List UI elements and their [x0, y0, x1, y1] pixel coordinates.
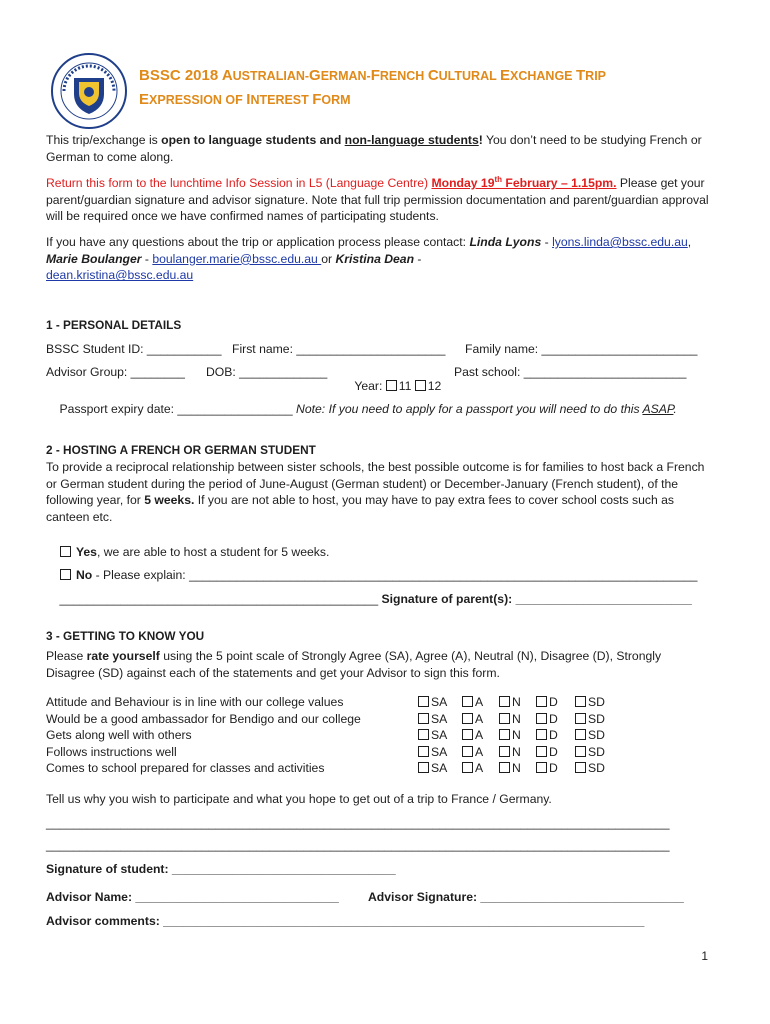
advisor-signature-field[interactable]: Advisor Signature: ______________________________ [368, 890, 684, 904]
student-id-field[interactable]: BSSC Student ID: ___________ [46, 342, 222, 356]
checkbox-icon[interactable] [462, 746, 473, 757]
rating-option-label: SD [588, 695, 605, 709]
checkbox-icon[interactable] [536, 762, 547, 773]
checkbox-icon[interactable] [418, 746, 429, 757]
rating-option-label: A [475, 761, 484, 775]
rating-option-n[interactable] [499, 695, 521, 709]
checkbox-icon[interactable] [536, 696, 547, 707]
rating-option-n[interactable] [499, 728, 521, 742]
checkbox-icon[interactable] [462, 762, 473, 773]
checkbox-icon[interactable] [536, 713, 547, 724]
rating-option-label: A [475, 711, 484, 726]
student-signature-field[interactable]: Signature of student: _________________________________ [46, 862, 396, 876]
rating-option-label: N [512, 711, 521, 726]
rating-option-label: SD [588, 711, 605, 726]
rating-option-label: A [475, 695, 484, 709]
rating-option-label: SD [588, 761, 605, 775]
rating-option-label: SA [431, 695, 448, 709]
checkbox-icon[interactable] [418, 762, 429, 773]
checkbox-icon[interactable] [499, 746, 510, 757]
rating-option-d[interactable] [536, 695, 558, 709]
rating-option-d[interactable] [536, 712, 558, 726]
tell-us-prompt: Tell us why you wish to participate and what you hope to get out of a trip to France / Germany. [46, 792, 552, 806]
rating-option-label: SA [431, 744, 448, 759]
rating-option-label: SD [588, 728, 605, 742]
rating-option-sa[interactable] [418, 712, 447, 726]
rating-statement: Comes to school prepared for classes and activities [46, 761, 325, 775]
rating-option-a[interactable] [462, 745, 483, 759]
rating-option-n[interactable] [499, 745, 521, 759]
rating-option-label: SA [431, 761, 448, 775]
rating-option-sa[interactable] [418, 761, 447, 775]
checkbox-icon[interactable] [499, 762, 510, 773]
rating-option-label: A [475, 728, 484, 742]
rating-option-label: D [549, 728, 558, 742]
rating-option-label: D [549, 761, 558, 775]
rating-statement: Attitude and Behaviour is in line with our college values [46, 695, 344, 709]
checkbox-icon[interactable] [499, 729, 510, 740]
rating-option-sd[interactable] [575, 695, 605, 709]
rating-statement: Would be a good ambassador for Bendigo and our college [46, 711, 361, 726]
checkbox-icon[interactable] [575, 729, 586, 740]
response-line-1[interactable]: ____________________________________________________________________________________________ [46, 816, 670, 830]
rating-option-a[interactable] [462, 695, 483, 709]
checkbox-icon[interactable] [418, 713, 429, 724]
email-link-boulanger[interactable]: boulanger.marie@bssc.edu.au [152, 251, 322, 266]
host-no-option[interactable]: No - Please explain: ___________________________________________________________________________ [46, 554, 697, 596]
dob-field[interactable]: DOB: _____________ [206, 365, 328, 379]
advisor-group-field[interactable]: Advisor Group: ________ [46, 365, 185, 379]
contact-paragraph: If you have any questions about the trip or application process please contact: Linda Lyons - lyons.linda@bssc.edu.au, Marie Boulanger - boulanger.marie@bssc.edu.au or Kristina Dean - dean.kristina@bssc.edu.au [46, 235, 692, 283]
checkbox-icon[interactable] [575, 746, 586, 757]
passport-expiry-field[interactable]: Passport expiry date: _________________ [59, 402, 293, 416]
rating-option-sd[interactable] [575, 712, 605, 726]
checkbox-icon[interactable] [462, 696, 473, 707]
family-name-field[interactable]: Family name: _______________________ [465, 342, 698, 356]
advisor-name-field[interactable]: Advisor Name: ______________________________ [46, 890, 339, 904]
rating-option-n[interactable] [499, 712, 521, 726]
rating-option-label: D [549, 744, 558, 759]
year-field: Year: 11 12 [354, 379, 442, 393]
rating-option-sd[interactable] [575, 728, 605, 742]
checkbox-icon[interactable] [418, 696, 429, 707]
school-crest-icon [50, 52, 128, 130]
rating-option-label: SA [431, 711, 448, 726]
checkbox-icon[interactable] [418, 729, 429, 740]
form-title: BSSC 2018 AUSTRALIAN-GERMAN-FRENCH CULTURAL EXCHANGE TRIP EXPRESSION OF INTEREST FORM [139, 67, 607, 108]
rating-option-sa[interactable] [418, 745, 447, 759]
rating-option-sa[interactable] [418, 695, 447, 709]
rating-option-sd[interactable] [575, 761, 605, 775]
parent-signature-row[interactable]: _______________________________________________ Signature of parent(s): __________________________ [59, 592, 692, 606]
rating-option-label: N [512, 744, 521, 759]
rating-option-sa[interactable] [418, 728, 447, 742]
checkbox-icon[interactable] [536, 729, 547, 740]
past-school-field[interactable]: Past school: ________________________ [454, 365, 687, 379]
rating-option-label: N [512, 728, 521, 742]
rating-option-a[interactable] [462, 761, 483, 775]
checkbox-icon[interactable] [575, 713, 586, 724]
rating-option-label: D [549, 695, 558, 709]
first-name-field[interactable]: First name: ______________________ [232, 342, 446, 356]
rating-option-label: N [512, 761, 521, 775]
checkbox-icon[interactable] [499, 713, 510, 724]
rating-option-d[interactable] [536, 761, 558, 775]
section-heading-personal: 1 - PERSONAL DETAILS [46, 318, 182, 332]
email-link-lyons[interactable]: lyons.linda@bssc.edu.au [552, 235, 688, 249]
section-heading-getting-to-know: 3 - GETTING TO KNOW YOU [46, 629, 205, 643]
advisor-comments-field[interactable]: Advisor comments: _______________________________________________________________________ [46, 914, 645, 928]
rating-option-a[interactable] [462, 728, 483, 742]
intro-paragraph: This trip/exchange is open to language students and non-language students! You don’t need to be studying French or German to come along. [46, 133, 702, 164]
rating-option-label: SD [588, 744, 605, 759]
host-yes-option[interactable]: Yes, we are able to host a student for 5 weeks. [46, 531, 329, 573]
rating-instructions: Please rate yourself using the 5 point scale of Strongly Agree (SA), Agree (A), Neutral (N), Disagree (D), Strongly Disagree (SD) against each of the statements and get your Advisor to sign this form. [46, 649, 662, 680]
email-link-dean[interactable]: dean.kristina@bssc.edu.au [46, 268, 194, 283]
checkbox-icon[interactable] [462, 729, 473, 740]
response-line-2[interactable]: ____________________________________________________________________________________________ [46, 838, 670, 852]
rating-option-sd[interactable] [575, 745, 605, 759]
page-number: 1 [701, 949, 708, 963]
return-instructions: Return this form to the lunchtime Info Session in L5 (Language Centre) Monday 19th February – 1.15pm. Please get your parent/guardian signature and advisor signature. Note that full trip permission documentation and parent/guardian approval will be required once we have confirmed names of participating students. [46, 175, 709, 224]
checkbox-icon[interactable] [462, 713, 473, 724]
checkbox-icon[interactable] [575, 696, 586, 707]
section-heading-hosting: 2 - HOSTING A FRENCH OR GERMAN STUDENT [46, 443, 316, 457]
rating-option-n[interactable] [499, 761, 521, 775]
rating-option-label: A [475, 744, 484, 759]
rating-option-d[interactable] [536, 745, 558, 759]
checkbox-icon[interactable] [499, 696, 510, 707]
passport-row: Passport expiry date: _________________ Note: If you need to apply for a passport you will need to do this ASAP. [59, 402, 677, 416]
checkbox-icon[interactable] [575, 762, 586, 773]
rating-statement: Follows instructions well [46, 744, 177, 759]
rating-option-label: N [512, 695, 521, 709]
rating-option-label: SA [431, 728, 448, 742]
rating-option-a[interactable] [462, 712, 483, 726]
checkbox-icon[interactable] [536, 746, 547, 757]
rating-option-d[interactable] [536, 728, 558, 742]
rating-statement: Gets along well with others [46, 728, 192, 742]
hosting-paragraph: To provide a reciprocal relationship between sister schools, the best possible outcome is for families to host back a French or German student during the period of June-August (German student) or December-January (French student), of the following year, for 5 weeks. If you are not able to host, you may have to pay extra fees to cover school costs such as canteen etc. [46, 460, 705, 524]
rating-option-label: D [549, 711, 558, 726]
